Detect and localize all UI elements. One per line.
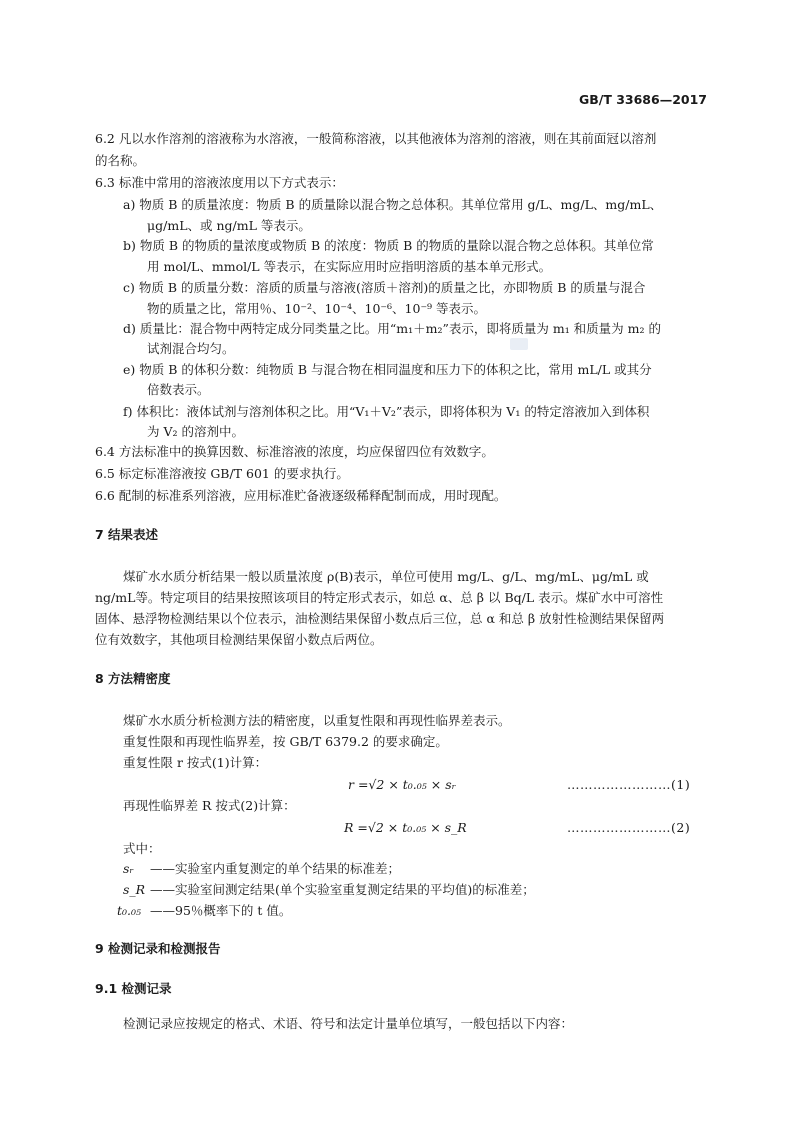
section-7-line-3: 固体、悬浮物检测结果以个位表示，油检测结果保留小数点后三位，总 α 和总 β 放射性检测结果保留两 [95,611,665,626]
item-e-line-2: 倍数表示。 [147,382,210,397]
equation-2-number: ……………………(2) [567,820,691,835]
def-desc-t: ——95％概率下的 t 值。 [150,903,292,918]
section-9-heading: 9 检测记录和检测报告 [95,941,221,956]
item-b-line-1: b) 物质 B 的物质的量浓度或物质 B 的浓度：物质 B 的物质的量除以混合物之总体积。其单位常 [123,238,654,253]
section-9-1-heading: 9.1 检测记录 [95,981,172,996]
clause-6-3: 6.3 标准中常用的溶液浓度用以下方式表示： [95,175,344,190]
item-d-line-2: 试剂混合均匀。 [147,341,235,356]
def-symbol-sr: sᵣ [123,861,134,876]
item-a-line-1: a) 物质 B 的质量浓度：物质 B 的质量除以混合物之总体积。其单位常用 g/L、mg/L、mg/mL、 [123,197,663,212]
watermark-logo [510,338,528,350]
item-c-line-2: 物的质量之比，常用％、10⁻²、10⁻⁴、10⁻⁶、10⁻⁹ 等表示。 [147,301,487,316]
clause-6-2-line-1: 6.2 凡以水作溶剂的溶液称为水溶液，一般简称溶液，以其他液体为溶剂的溶液，则在其前面冠以溶剂 [95,131,657,146]
clause-6-2-line-2: 的名称。 [95,153,146,168]
item-e-line-1: e) 物质 B 的体积分数：纯物质 B 与混合物在相同温度和压力下的体积之比，常用 mL/L 或其分 [123,362,652,377]
section-7-line-4: 位有效数字，其他项目检测结果保留小数点后两位。 [95,632,383,647]
clause-6-6: 6.6 配制的标准系列溶液，应用标准贮备液逐级稀释配制而成，用时现配。 [95,488,507,503]
section-8-para-4: 再现性临界差 R 按式(2)计算： [123,798,296,813]
section-8-heading: 8 方法精密度 [95,671,171,686]
equation-1-number: ……………………(1) [567,777,691,792]
section-7-line-1: 煤矿水水质分析结果一般以质量浓度 ρ(B)表示，单位可使用 mg/L、g/L、mg/mL、μg/mL 或 [123,569,649,584]
standard-code-header: GB/T 33686—2017 [578,92,707,107]
def-desc-sR: ——实验室间测定结果(单个实验室重复测定结果的平均值)的标准差； [150,882,535,897]
where-label: 式中： [123,841,161,856]
item-f-line-2: 为 V₂ 的溶剂中。 [147,424,244,439]
def-symbol-t: t₀.₀₅ [117,903,142,918]
section-9-1-para-1: 检测记录应按规定的格式、术语、符号和法定计量单位填写，一般包括以下内容： [123,1016,574,1031]
section-8-para-3: 重复性限 r 按式(1)计算： [123,755,268,770]
section-7-line-2: ng/mL等。特定项目的结果按照该项目的特定形式表示，如总 α、总 β 以 Bq/L 表示。煤矿水中可溶性 [95,590,664,605]
clause-6-5: 6.5 标定标准溶液按 GB/T 601 的要求执行。 [95,466,349,481]
def-symbol-sR: s_R [123,882,146,897]
section-8-para-2: 重复性限和再现性临界差，按 GB/T 6379.2 的要求确定。 [123,734,448,749]
equation-2: R =√2 × t₀.₀₅ × s_R [344,820,467,835]
item-f-line-1: f) 体积比：液体试剂与溶剂体积之比。用“V₁＋V₂”表示，即将体积为 V₁ 的特定溶液加入到体积 [123,404,650,419]
section-8-para-1: 煤矿水水质分析检测方法的精密度，以重复性限和再现性临界差表示。 [123,713,511,728]
clause-6-4: 6.4 方法标准中的换算因数、标准溶液的浓度，均应保留四位有效数字。 [95,444,494,459]
item-c-line-1: c) 物质 B 的质量分数：溶质的质量与溶液(溶质＋溶剂)的质量之比，亦即物质 B 的质量与混合 [123,280,646,295]
equation-1: r =√2 × t₀.₀₅ × sᵣ [348,777,456,792]
item-b-line-2: 用 mol/L、mmol/L 等表示，在实际应用时应指明溶质的基本单元形式。 [147,259,552,274]
def-desc-sr: ——实验室内重复测定的单个结果的标准差； [150,861,401,876]
item-d-line-1: d) 质量比：混合物中两特定成分同类量之比。用“m₁＋m₂”表示，即将质量为 m₁ 和质量为 m₂ 的 [123,321,661,336]
item-a-line-2: μg/mL、或 ng/mL 等表示。 [147,218,311,233]
section-7-heading: 7 结果表述 [95,527,159,542]
